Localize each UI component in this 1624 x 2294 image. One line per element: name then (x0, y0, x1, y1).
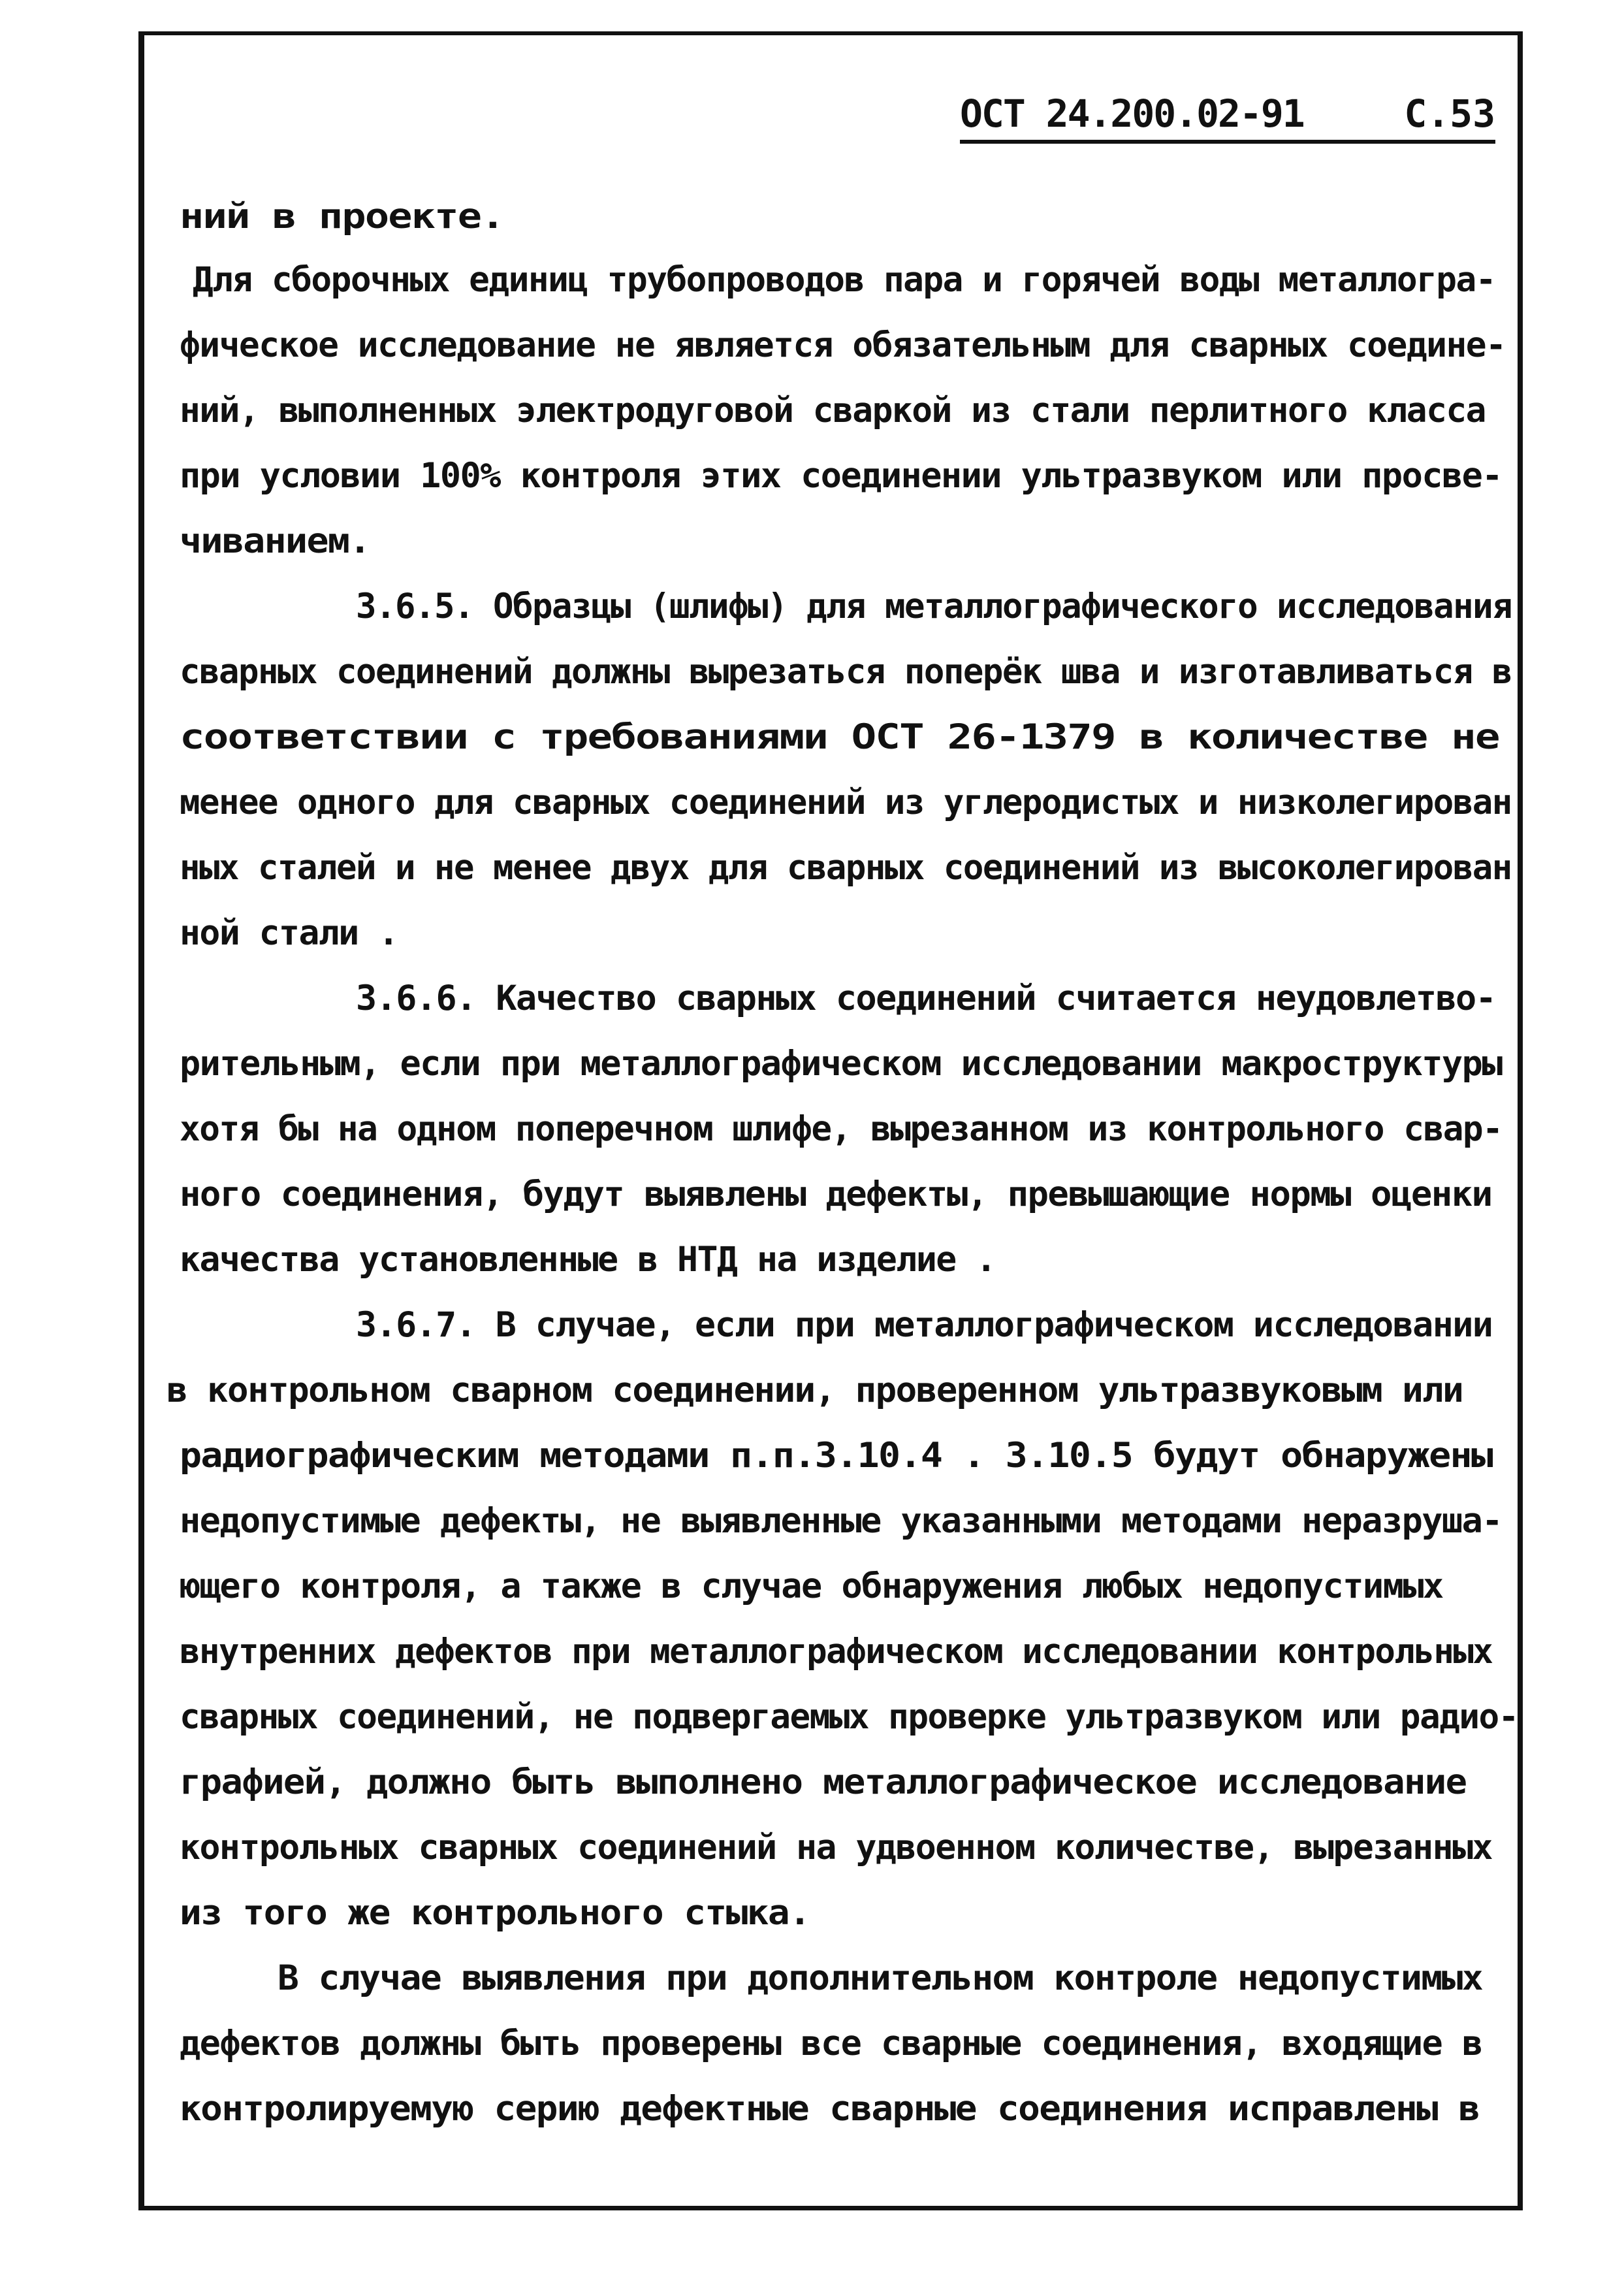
text-line: чиванием. (180, 521, 370, 561)
text-line: внутренних дефектов при металлографическом исследовании контрольных (180, 1632, 1493, 1672)
text-line: 3.6.7. В случае, если при металлографическом исследовании (356, 1305, 1493, 1345)
text-line: ний в проекте. (180, 197, 504, 236)
text-line: 3.6.5. Образцы (шлифы) для металлографического исследования (356, 587, 1512, 626)
text-line: сварных соединений должны вырезаться поперёк шва и изготавливаться в (180, 652, 1512, 692)
text-line: менее одного для сварных соединений из углеродистых и низколегирован (180, 783, 1512, 822)
text-line: дефектов должны быть проверены все сварные соединения, входящие в (180, 2024, 1482, 2063)
text-line: из того же контрольного стыка. (180, 1893, 810, 1933)
text-line: ний, выполненных электродуговой сваркой из стали перлитного класса (180, 391, 1486, 430)
text-line: рительным, если при металлографическом исследовании макроструктуры (180, 1044, 1502, 1084)
text-line: ной стали . (180, 913, 398, 953)
text-line: недопустимые дефекты, не выявленные указанными методами неразруша- (180, 1501, 1502, 1541)
text-line: хотя бы на одном поперечном шлифе, вырезанном из контрольного свар- (180, 1109, 1503, 1149)
text-line: в контрольном сварном соединении, проверенном ультразвуковым или (167, 1370, 1463, 1410)
text-line: сварных соединений, не подвергаемых проверке ультразвуком или радио- (180, 1697, 1518, 1737)
text-line: 3.6.6. Качество сварных соединений считается неудовлетво- (356, 978, 1496, 1018)
text-line: Для сборочных единиц трубопроводов пара и горячей воды металлогра- (193, 260, 1495, 300)
text-line: качества установленные в НТД на изделие . (180, 1240, 996, 1280)
text-line: радиографическим методами п.п.3.10.4 . 3.10.5 будут обнаружены (180, 1436, 1493, 1476)
text-line: фическое исследование не является обязательным для сварных соедине- (180, 325, 1506, 365)
text-line: ющего контроля, а также в случае обнаружения любых недопустимых (180, 1566, 1443, 1606)
text-line: ного соединения, будут выявлены дефекты, превышающие нормы оценки (180, 1174, 1492, 1214)
text-line: графией, должно быть выполнено металлографическое исследование (180, 1762, 1467, 1802)
text-line: при условии 100% контроля этих соединении ультразвуком или просве- (180, 456, 1502, 496)
text-line: соответствии с требованиями ОСТ 26-1379 в количестве не (180, 717, 1499, 757)
text-line: ных сталей и не менее двух для сварных соединений из высоколегирован (180, 848, 1512, 888)
text-line: контрольных сварных соединений на удвоенном количестве, вырезанных (180, 1828, 1492, 1867)
text-line: контролируемую серию дефектные сварные соединения исправлены в (180, 2089, 1480, 2129)
document-header (960, 91, 1495, 144)
document-code: ОСТ 24.200.02-91 (960, 91, 1304, 136)
text-line: В случае выявления при дополнительном контроле недопустимых (278, 1958, 1483, 1998)
page-number: С.53 (1404, 91, 1495, 136)
